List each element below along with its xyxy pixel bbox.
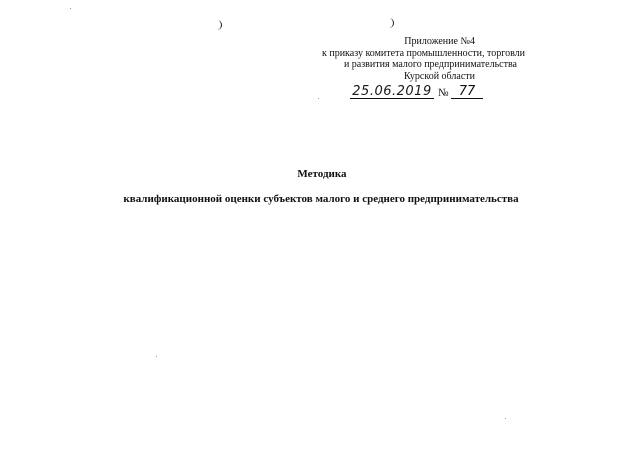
appendix-order-ref: к приказу комитета промышленности, торговли: [322, 47, 525, 59]
appendix-region: Курской области: [404, 70, 475, 82]
binder-hole-mark: [386, 17, 397, 29]
appendix-header: [265, 36, 525, 82]
order-date-number: [346, 83, 496, 101]
appendix-number: Приложение №4: [404, 36, 475, 47]
order-number-label: №: [438, 87, 449, 99]
scan-speck: [70, 8, 71, 9]
order-number: 77: [451, 85, 483, 99]
document-title: Методика: [297, 168, 347, 180]
scan-speck: [318, 98, 319, 99]
binder-hole-mark: [214, 19, 225, 31]
appendix-committee: и развития малого предпринимательства: [343, 59, 517, 70]
order-date: 25.06.2019: [350, 85, 434, 99]
scan-speck: [505, 418, 506, 419]
document-subtitle: квалификационной оценки субъектов малого и среднего предпринимательства: [123, 193, 519, 205]
scan-speck: [156, 356, 157, 357]
